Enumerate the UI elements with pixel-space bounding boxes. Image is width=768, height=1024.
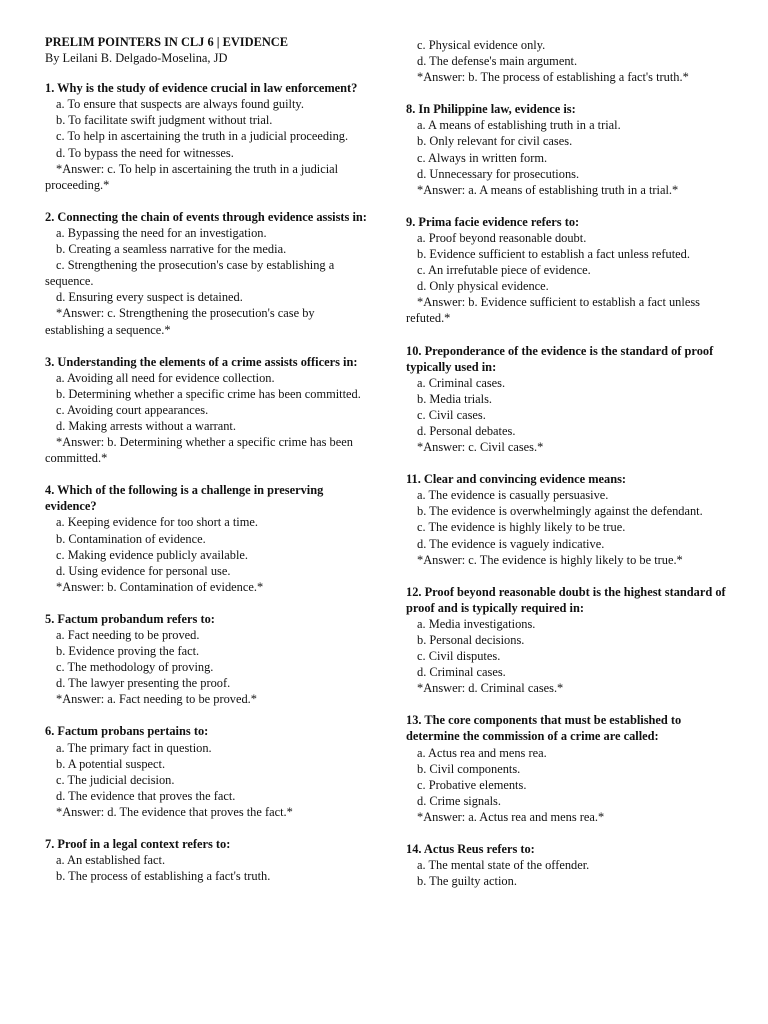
question-13 [406, 712, 736, 825]
question-7-continued [406, 37, 736, 85]
option-c: c. Making evidence publicly available. [56, 547, 248, 562]
option-b: b. Creating a seamless narrative for the media. [56, 242, 287, 257]
option-c: c. Always in written form. [417, 150, 548, 165]
option-a: a. Avoiding all need for evidence collection. [56, 370, 275, 385]
question-11 [406, 471, 736, 568]
option-d: d. Criminal cases. [417, 665, 506, 680]
question-text: 3. Understanding the elements of a crime assists officers in: [45, 354, 358, 369]
option-a: a. Criminal cases. [417, 375, 506, 390]
option-b: b. Evidence proving the fact. [56, 644, 200, 659]
answer: *Answer: c. Strengthening the prosecution's case by establishing a sequence.* [45, 306, 315, 337]
option-a: a. Keeping evidence for too short a time. [56, 515, 258, 530]
option-c: c. The judicial decision. [56, 772, 175, 787]
option-c: c. Probative elements. [417, 777, 527, 792]
answer: *Answer: c. The evidence is highly likely to be true.* [417, 552, 683, 567]
answer: *Answer: d. The evidence that proves the fact.* [56, 804, 293, 819]
option-b: b. Contamination of evidence. [56, 531, 206, 546]
answer: *Answer: a. Fact needing to be proved.* [56, 692, 257, 707]
option-d: d. Making arrests without a warrant. [56, 418, 236, 433]
author-byline: By Leilani B. Delgado-Moselina, JD [45, 51, 228, 66]
question-10 [406, 343, 736, 456]
option-c: c. Avoiding court appearances. [56, 402, 209, 417]
option-c: c. Civil cases. [417, 407, 486, 422]
option-a: a. Bypassing the need for an investigation. [56, 225, 267, 240]
option-a: a. Actus rea and mens rea. [417, 745, 547, 760]
question-text: 13. The core components that must be established to determine the commission of a crime are called: [406, 713, 682, 744]
question-text: 6. Factum probans pertains to: [45, 724, 209, 739]
option-a: a. To ensure that suspects are always found guilty. [56, 97, 304, 112]
question-7 [45, 836, 375, 884]
right-column [406, 37, 736, 905]
option-b: b. Only relevant for civil cases. [417, 134, 573, 149]
question-6 [45, 723, 375, 820]
option-b: b. The process of establishing a fact's truth. [56, 869, 271, 884]
option-b: b. To facilitate swift judgment without trial. [56, 113, 273, 128]
answer: *Answer: a. Actus rea and mens rea.* [417, 809, 605, 824]
option-a: a. The mental state of the offender. [417, 858, 590, 873]
option-c: c. To help in ascertaining the truth in a judicial proceeding. [56, 129, 349, 144]
option-b: b. Civil components. [417, 761, 521, 776]
option-c: c. The methodology of proving. [56, 660, 214, 675]
question-text: 5. Factum probandum refers to: [45, 611, 215, 626]
question-text: 10. Preponderance of the evidence is the standard of proof typically used in: [406, 343, 714, 374]
left-column [45, 34, 375, 900]
answer: *Answer: a. A means of establishing truth in a trial.* [417, 182, 679, 197]
question-2 [45, 209, 375, 338]
answer: *Answer: b. Determining whether a specific crime has been committed.* [45, 435, 353, 466]
question-text: 7. Proof in a legal context refers to: [45, 837, 231, 852]
document-title: PRELIM POINTERS IN CLJ 6 | EVIDENCE [45, 35, 289, 49]
question-text: 14. Actus Reus refers to: [406, 842, 535, 857]
option-d: d. The lawyer presenting the proof. [56, 676, 231, 691]
option-d: d. The evidence that proves the fact. [56, 788, 236, 803]
option-c: c. Strengthening the prosecution's case by establishing a sequence. [45, 258, 335, 289]
option-b: b. The evidence is overwhelmingly against the defendant. [417, 504, 703, 519]
question-text: 11. Clear and convincing evidence means: [406, 472, 627, 487]
option-d: d. Ensuring every suspect is detained. [56, 290, 243, 305]
option-b: b. Determining whether a specific crime has been committed. [56, 386, 361, 401]
option-a: a. A means of establishing truth in a trial. [417, 118, 621, 133]
answer: *Answer: b. Contamination of evidence.* [56, 579, 264, 594]
option-c: c. An irrefutable piece of evidence. [417, 263, 591, 278]
option-b: b. The guilty action. [417, 874, 517, 889]
option-d: d. Only physical evidence. [417, 279, 549, 294]
answer: *Answer: d. Criminal cases.* [417, 681, 564, 696]
answer: *Answer: c. To help in ascertaining the truth in a judicial proceeding.* [45, 161, 339, 192]
question-1 [45, 80, 375, 193]
option-b: b. Personal decisions. [417, 633, 525, 647]
question-12 [406, 584, 736, 697]
option-c: c. Civil disputes. [417, 649, 501, 664]
option-a: a. The evidence is casually persuasive. [417, 488, 609, 503]
option-a: a. An established fact. [56, 853, 166, 868]
question-14 [406, 841, 736, 889]
question-text: 9. Prima facie evidence refers to: [406, 214, 580, 229]
answer: *Answer: b. The process of establishing a fact's truth.* [417, 70, 689, 85]
option-d: d. Crime signals. [417, 793, 501, 808]
option-b: b. Media trials. [417, 391, 493, 406]
option-d: d. To bypass the need for witnesses. [56, 145, 234, 160]
answer: *Answer: b. Evidence sufficient to establish a fact unless refuted.* [406, 295, 700, 326]
question-text: 12. Proof beyond reasonable doubt is the highest standard of proof and is typically required in: [406, 584, 726, 615]
question-text: 1. Why is the study of evidence crucial in law enforcement? [45, 81, 358, 96]
option-a: a. Fact needing to be proved. [56, 628, 200, 642]
question-3 [45, 354, 375, 467]
option-b: b. A potential suspect. [56, 756, 166, 771]
option-a: a. The primary fact in question. [56, 740, 212, 755]
option-c: c. Physical evidence only. [417, 38, 546, 52]
answer: *Answer: c. Civil cases.* [417, 440, 544, 455]
option-c: c. The evidence is highly likely to be true. [417, 520, 626, 535]
option-d: d. The defense's main argument. [417, 54, 578, 69]
option-a: a. Proof beyond reasonable doubt. [417, 230, 587, 245]
option-d: d. Personal debates. [417, 423, 516, 438]
question-text: 2. Connecting the chain of events through evidence assists in: [45, 209, 367, 224]
question-9 [406, 214, 736, 327]
question-5 [45, 611, 375, 708]
option-a: a. Media investigations. [417, 616, 536, 631]
question-8 [406, 101, 736, 198]
option-d: d. Unnecessary for prosecutions. [417, 166, 580, 181]
option-d: d. The evidence is vaguely indicative. [417, 536, 605, 551]
question-text: 4. Which of the following is a challenge in preserving evidence? [45, 483, 324, 514]
option-b: b. Evidence sufficient to establish a fact unless refuted. [417, 247, 690, 262]
question-4 [45, 482, 375, 595]
option-d: d. Using evidence for personal use. [56, 563, 231, 578]
question-text: 8. In Philippine law, evidence is: [406, 102, 576, 117]
